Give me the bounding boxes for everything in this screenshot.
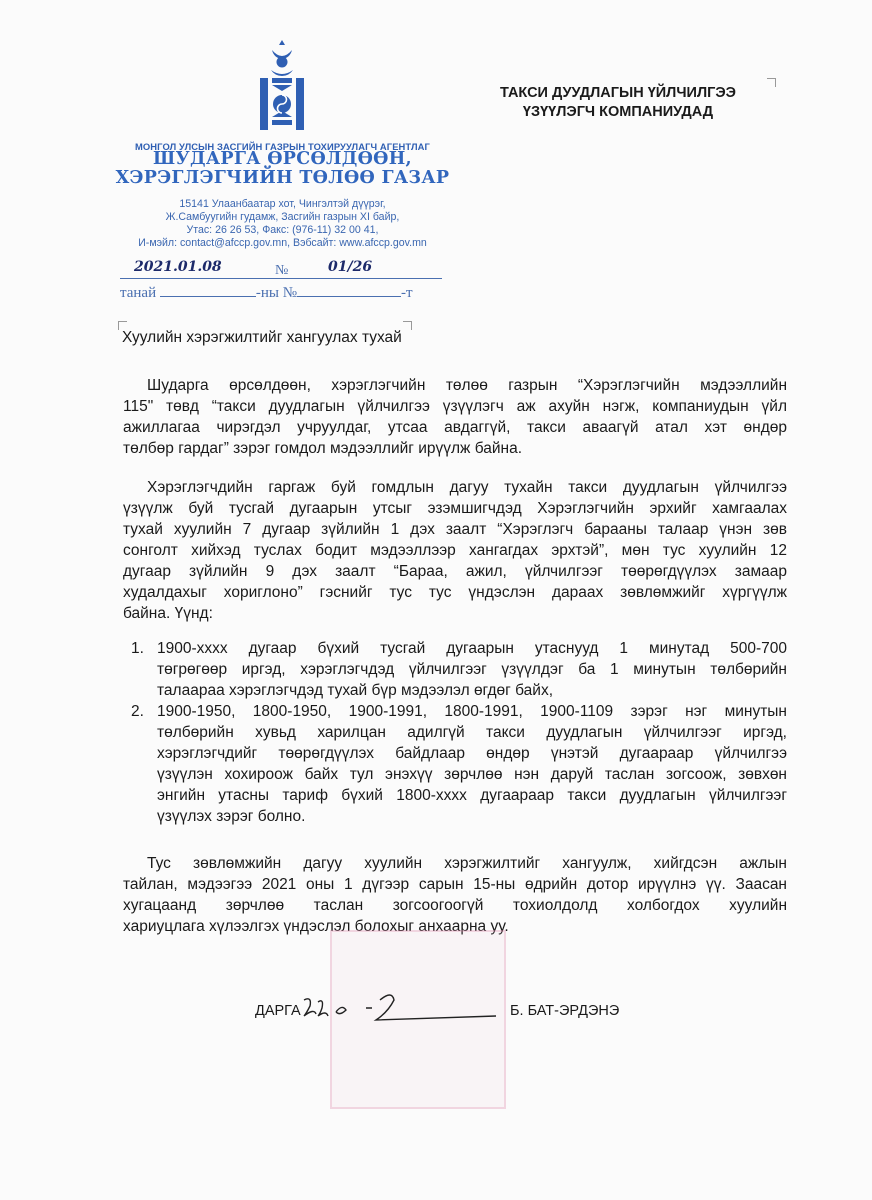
recommendation-list (123, 638, 787, 827)
reference-line (120, 284, 442, 302)
text-line: үзүүлэн хохироож байх тул энэхүү зөрчлөө нэн даруй таслан зогсоож, зөвхөн (157, 766, 787, 783)
corner-mark (767, 78, 776, 87)
text-line: тухай хуулийн 7 дугаар зүйлийн 1 дэх заалт “Хэрэглэгч барааны талаар үнэн зөв (123, 521, 787, 538)
soyombo-emblem-logo (258, 38, 306, 134)
handwritten-number: 01/26 (328, 259, 373, 275)
address-line: 15141 Улаанбаатар хот, Чингэлтэй дүүрэг, (179, 198, 386, 210)
recipient-line: ТАКСИ ДУУДЛАГЫН ҮЙЛЧИЛГЭЭ (500, 85, 736, 101)
signatory-title: ДАРГА (255, 1003, 301, 1019)
text-line: тайлан, мэдээгээ 2021 оны 1 дүгээр сарын 15-ны өдрийн дотор ирүүлнэ үү. Заасан (123, 876, 787, 893)
text-line: худалдахыг хориглоно” гэснийг тус тус үндэслэн дараах зөвлөмжийг хүргүүлж (123, 584, 787, 601)
signature-block (255, 1003, 301, 1019)
text-line: 1900-xxxx дугаар бүхий тусгай дугаарын утаснууд 1 минутад 500-700 (157, 640, 787, 657)
contact-address (110, 198, 455, 250)
text-line: 1900-1950, 1800-1950, 1900-1991, 1800-1991, 1900-1109 зэрэг нэг минутын (157, 703, 787, 720)
address-line: Утас: 26 26 53, Факс: (976-11) 32 00 41, (186, 224, 379, 236)
paragraph-2 (123, 477, 787, 624)
date-number-line (120, 258, 442, 279)
text-line: үзүүлэх зэрэг болно. (157, 808, 306, 825)
text-line: хугацаанд зөрчлөө таслан зогсоогоогүй тохиолдолд холбогдох хуулийн (123, 897, 787, 914)
list-number: 1. (131, 640, 144, 657)
list-item (123, 638, 787, 701)
text-line: энгийн утасны тариф бүхий 1800-xxxx дугаараар такси дуудлагын үйлчилгээг (157, 787, 787, 804)
t-suffix: -т (401, 285, 413, 301)
address-line: И-мэйл: contact@afccp.gov.mn, Вэбсайт: www.afccp.gov.mn (138, 237, 427, 249)
org-line: ШУДАРГА ӨРСӨЛДӨӨН, (153, 149, 412, 169)
corner-mark (403, 321, 412, 330)
text-line: Хэрэглэгчдийн гаргаж буй гомдлын дагуу тухайн такси дуудлагын үйлчилгээ (147, 479, 787, 496)
text-line: Шударга өрсөлдөөн, хэрэглэгчийн төлөө газрын “Хэрэглэгчийн мэдээллийн (147, 377, 787, 394)
tanai-label: танай (120, 285, 157, 301)
text-line: төгрөгөөр иргэд, хэрэглэгчдэд үйлчилгээг үзүүлдэг ба 1 минутын төлбөрийн (157, 661, 787, 678)
subject-line (122, 329, 402, 347)
recipient-line: ҮЗҮҮЛЭГЧ КОМПАНИУДАД (522, 104, 714, 120)
text-line: ажиллагаа чирэгдэл учруулдаг, утсаа авдаггүй, такси аваагүй атал хэт өндөр (123, 419, 787, 436)
text-line: төлбөр гардаг” зэрэг гомдол мэдээллийг ирүүлж байна. (123, 440, 523, 457)
list-item (123, 701, 787, 827)
paragraph-1 (123, 375, 787, 459)
blank-field (297, 284, 401, 297)
blank-field (160, 284, 256, 297)
list-number: 2. (131, 703, 144, 720)
subject-text: Хуулийн хэрэгжилтийг хангуулах тухай (122, 329, 402, 346)
recipient-block (468, 84, 768, 122)
text-line: 115" төвд “такси дуудлагын үйлчилгээ үзүүлэгч аж ахуйн нэгж, компаниудын үйл (123, 398, 787, 415)
agency-name: МОНГОЛ УЛСЫН ЗАСГИЙН ГАЗРЫН ТОХИРУУЛАГЧ АГЕНТЛАГ (135, 141, 430, 152)
address-line: Ж.Самбуугийн гудамж, Засгийн газрын XI байр, (165, 211, 400, 223)
ny-no-label: -ны № (255, 285, 298, 301)
text-line: дугаар зүйлийн 9 дэх заалт “Бараа, ажил, үйлчилгээг төөрөгдүүлэх замаар (123, 563, 787, 580)
text-line: сонголт хийхэд туслах бодит мэдээллээр хангагдах эрхтэй”, мөн тус хуулийн 12 (123, 542, 787, 559)
org-line: ХЭРЭГЛЭГЧИЙН ТӨЛӨӨ ГАЗАР (115, 168, 450, 188)
text-line: үзүүлж буй тусгай дугаарын утсыг эзэмшигчдэд Хэрэглэгчийн эрхийг хамгаалах (123, 500, 787, 517)
text-line: байна. Үүнд: (123, 605, 213, 622)
signatory-name: Б. БАТ-ЭРДЭНЭ (510, 1003, 620, 1019)
organization-name (110, 150, 455, 188)
text-line: талаараа хэрэглэгчдэд тухай бүр мэдээлэл өгдөг байх, (157, 682, 553, 699)
text-line: Тус зөвлөмжийн дагуу хуулийн хэрэгжилтийг хангуулж, хийгдсэн ажлын (147, 855, 787, 872)
paragraph-3 (123, 853, 787, 937)
text-line: төлбөрийн хувьд харилцан адилгүй такси дуудлагын үйлчилгээг иргэд, (157, 724, 787, 741)
handwritten-signature (300, 992, 515, 1022)
text-line: хэрэглэгчдийг төөрөгдүүлэх байдлаар өндөр үнэтэй дугаараар үйлчилгээ (157, 745, 787, 762)
number-sign: № (275, 263, 289, 278)
handwritten-date: 2021.01.08 (134, 259, 222, 275)
corner-mark (118, 321, 127, 330)
text-line: хариуцлага хүлээлгэх үндэслэл болохыг анхаарна уу. (123, 918, 509, 935)
